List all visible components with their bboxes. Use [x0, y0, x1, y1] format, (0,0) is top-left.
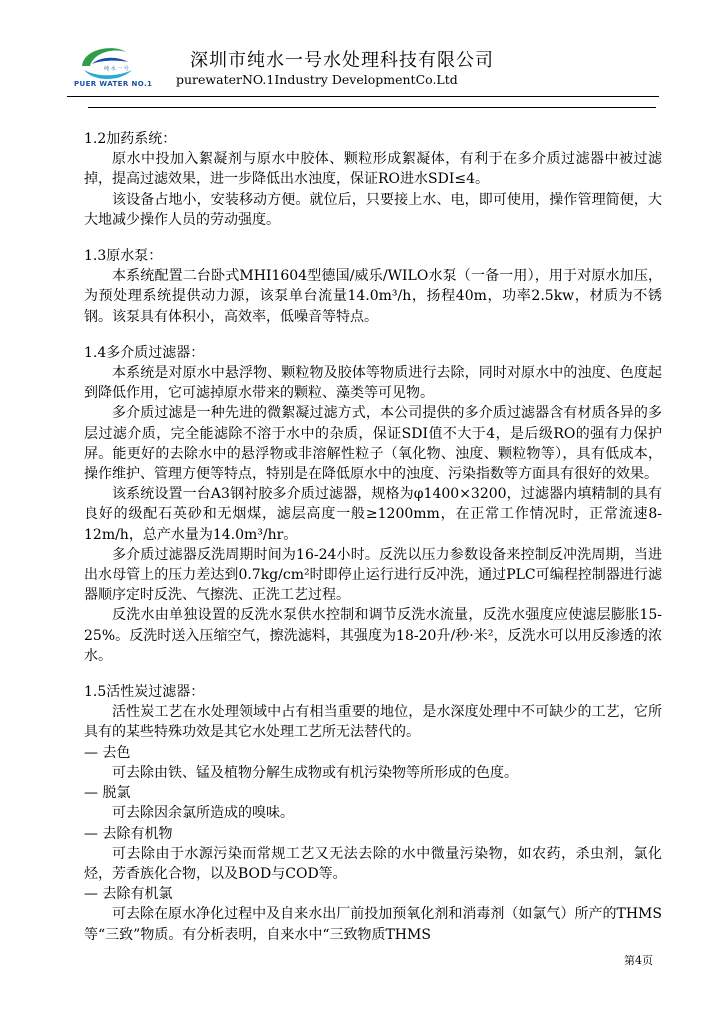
logo-caption: PUER WATER NO.1	[74, 80, 153, 88]
list-item-title: — 去除有机氯	[84, 886, 173, 903]
paragraph: 该系统设置一台A3钢衬胶多介质过滤器，规格为φ1400×3200，过滤器内填精制的具有良好的级配石英砂和无烟煤，滤层高度一般≥1200mm，在正常工作情况时，正常流速8-12m/h，总产水量为14.0m³/hr。	[84, 486, 662, 543]
page-number: 第4页	[624, 954, 653, 967]
section-title-1-4: 1.4多介质过滤器：	[84, 344, 205, 361]
section-title-1-3: 1.3原水泵：	[84, 248, 163, 265]
list-item-text: 可去除由于水源污染而常规工艺又无法去除的水中微量污染物，如农药，杀虫剂，氯化烃，芳香族化合物，以及BOD与COD等。	[84, 845, 662, 882]
section-title-1-2: 1.2加药系统：	[84, 131, 177, 147]
list-item-text: 可去除因余氯所造成的嗅味。	[112, 805, 294, 822]
list-item-title: — 脱氯	[84, 785, 131, 802]
header-rule	[67, 96, 659, 97]
paragraph: 多介质过滤是一种先进的微絮凝过滤方式，本公司提供的多介质过滤器含有材质各异的多层过滤介质，完全能滤除不溶于水中的杂质，保证SDI值不大于4，是后级RO的强有力保护屏。能更好的去除水中的悬浮物或非溶解性粒子（氧化物、浊度、颗粒物等），具有低成本，操作维护、管理方便等特点，特别是在降低原水中的浊度、污染指数等方面具有很好的效果。	[84, 405, 662, 483]
paragraph: 本系统是对原水中悬浮物、颗粒物及胶体等物质进行去除，同时对原水中的浊度、色度起到降低作用，它可滤掉原水带来的颗粒、藻类等可见物。	[84, 365, 662, 402]
paragraph: 本系统配置二台卧式MHI1604型德国/威乐/WILO水泵（一备一用），用于对原水加压，为预处理系统提供动力源，该泵单台流量14.0m³/h，扬程40m，功率2.5kw，材质为不锈钢。该泵具有体积小，高效率，低噪音等特点。	[84, 268, 662, 325]
paragraph: 该设备占地小，安装移动方便。就位后，只要接上水、电，即可使用，操作管理简便，大大地减少操作人员的劳动强度。	[84, 191, 662, 228]
section-title-1-5: 1.5活性炭过滤器：	[84, 684, 205, 701]
document-body	[84, 129, 662, 945]
list-item-title: — 去除有机物	[84, 825, 173, 842]
list-item-text: 可去除由铁、锰及植物分解生成物或有机污染物等所形成的色度。	[112, 764, 518, 781]
page-header	[0, 0, 724, 108]
list-item-title: — 去色	[84, 744, 131, 761]
paragraph: 多介质过滤器反洗周期时间为16-24小时。反洗以压力参数设备来控制反冲洗周期，当进出水母管上的压力差达到0.7kg/cm²时即停止运行进行反冲洗，通过PLC可编程控制器进行滤器顺序定时反洗、气擦洗、正洗工艺过程。	[84, 546, 662, 604]
paragraph: 反洗水由单独设置的反洗水泵供水控制和调节反洗水流量，反洗水强度应使滤层膨胀15-25%。反洗时送入压缩空气，擦洗滤料，其强度为18-20升/秒·米²，反洗水可以用反渗透的浓水。	[84, 607, 662, 664]
svg-text:纯 水 一 号: 纯 水 一 号	[104, 66, 129, 72]
paragraph: 原水中投加入絮凝剂与原水中胶体、颗粒形成絮凝体，有利于在多介质过滤器中被过滤掉，提高过滤效果，进一步降低出水浊度，保证RO进水SDI≤4。	[84, 151, 662, 188]
company-name-en: purewaterNO.1Industry DevelopmentCo.Ltd	[176, 72, 458, 87]
list-item-text: 可去除在原水净化过程中及自来水出厂前投加预氧化剂和消毒剂（如氯气）所产的THMS等“三致”物质。有分析表明，自来水中“三致物质THMS	[84, 906, 662, 943]
paragraph: 活性炭工艺在水处理领域中占有相当重要的地位，是水深度处理中不可缺少的工艺，它所具有的某些特殊功效是其它水处理工艺所无法替代的。	[84, 704, 662, 741]
company-name-cn: 深圳市纯水一号水处理科技有限公司	[190, 50, 494, 71]
header-rule-secondary	[88, 107, 656, 108]
